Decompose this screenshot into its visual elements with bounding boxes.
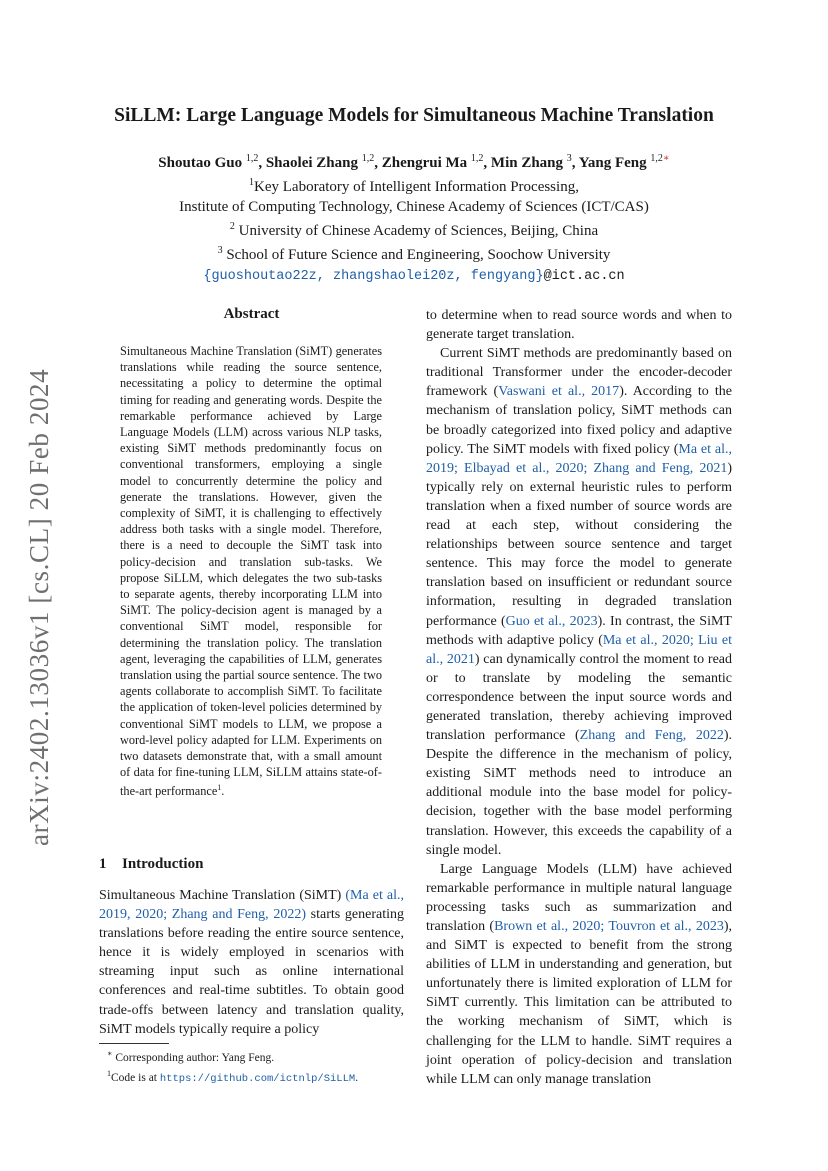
author-affiliation: 3 [566,153,572,164]
citation-link[interactable]: Ma et al., 2019; Elbayad et al., 2020; Zhang and Feng, 2021 [426,441,732,476]
author-list: Shoutao Guo $^{1,2}$, Shaolei Zhang $^{1,2}$, Zhengrui Ma $^{1,2}$, Min Zhang $^3$, Yang Feng $^{1,2∗}$ [158,153,670,171]
author-affiliation: 1,2 [470,153,484,164]
author-email[interactable]: {guoshoutao22z, zhangshaolei20z, fengyang}@ict.ac.cn [203,269,625,284]
arxiv-identifier: arXiv:2402.13036v1 [cs.CL] 20 Feb 2024 [24,368,54,846]
code-url-link[interactable]: https://github.com/ictnlp/SiLLM [159,1072,356,1085]
citation-link[interactable]: Ma et al., 2020; Liu et al., 2021 [426,632,732,667]
author-name: Min Zhang [490,155,564,171]
affiliation-line: $^2$ University of Chinese Academy of Sciences, Beijing, China [229,221,599,239]
corresponding-author-mark: ∗ [662,153,670,164]
author-affiliation: 1,2 [245,153,259,164]
right-column [426,306,732,1089]
citation-link[interactable]: Zhang and Feng, 2022 [579,728,724,744]
citation-link[interactable]: (Ma et al., 2019, 2020; Zhang and Feng, 2022) [99,888,405,923]
author-name: Zhengrui Ma [381,155,468,171]
citation-link[interactable]: Vaswani et al., 2017 [498,384,620,400]
abstract-heading: Abstract [223,306,280,322]
author-affiliation: 1,2 [650,153,663,164]
author-block [0,149,828,287]
section-heading: 1 Introduction [99,856,204,872]
footnote-ref[interactable]: 1 [217,783,222,793]
footnote-code: $^1$Code is at https://github.com/ictnlp/SiLLM. [107,1068,359,1085]
paragraph: Current SiMT methods are predominantly based on traditional Transformer under the encoder-decoder framework (Vaswani et al., 2017). According to the mechanism of translation policy, SiMT methods can be broadly categorized into fixed policy and adaptive policy. The SiMT models with fixed policy (Ma et al., 2019; Elbayad et al., 2020; Zhang and Feng, 2021) typically rely on external heuristic rules to perform translation when a fixed number of source words are read at each step, without considering the relationships between source sentence and target sentence. This may force the model to generate translation based on insufficient or redundant source information, resulting in degraded translation performance (Guo et al., 2023). In contrast, the SiMT methods with adaptive policy (Ma et al., 2020; Liu et al., 2021) can dynamically control the moment to read or to translate by modeling the semantic correspondence between the input source words and generated translation, thereby achieving improved translation performance (Zhang and Feng, 2022). Despite the difference in the mechanism of policy, existing SiMT methods need to introduce an additional module into the base model for policy-decision, together with the base model performing translation. However, this exceeds the capability of a single model. [426,346,732,858]
affiliation-line: $^1$Key Laboratory of Intelligent Information Processing, [249,177,579,195]
paragraph: to determine when to read source words and when to generate target translation. [426,308,732,343]
author-name: Shaolei Zhang [265,155,358,171]
footnotes [107,1046,407,1087]
author-name: Shoutao Guo [158,155,243,171]
paper-title: SiLLM: Large Language Models for Simultaneous Machine Translation [114,105,714,126]
citation-link[interactable]: Guo et al., 2023 [505,613,598,629]
affiliation-line: Institute of Computing Technology, Chinese Academy of Sciences (ICT/CAS) [179,199,649,215]
footnote-rule [99,1043,169,1044]
footnote-corresponding: ∗ Corresponding author: Yang Feng. [107,1049,275,1064]
author-affiliation: 1,2 [361,153,375,164]
citation-link[interactable]: Brown et al., 2020; Touvron et al., 2023 [494,919,724,934]
intro-paragraph: Simultaneous Machine Translation (SiMT) (Ma et al., 2019, 2020; Zhang and Feng, 2022) starts generating translations before reading the entire source sentence, hence it is widely employed in scenarios with streaming input such as online international conferences and real-time subtitles. To obtain good trade-offs between latency and translation quality, SiMT models typically require a policy [99,888,405,1037]
paragraph: Large Language Models (LLM) have achieved remarkable performance in multiple natural language processing tasks such as summarization and translation (Brown et al., 2020; Touvron et al., 2023), and SiMT is expected to benefit from the strong abilities of LLM in understanding and generation, but unfortunately there is limited exploration of LLM for SiMT currently. This limitation can be attributed to the working mechanism of SiMT, which is challenging for the LLM to handle. SiMT requires a joint operation of policy-decision and translation while LLM can only manage translation [426,861,732,1087]
abstract-body: Simultaneous Machine Translation (SiMT) generates translations while reading the source sentence, necessitating a policy to determine the optimal timing for reading and generating words. Despite the remarkable performance achieved by Large Language Models (LLM) across various NLP tasks, existing SiMT methods predominantly focus on conventional transformers, employing a single model to concurrently determine the policy and generate the translations. However, given the complexity of SiMT, it is challenging to effectively address both tasks with a single model. Therefore, there is a need to decouple the SiMT task into policy-decision and translation sub-tasks. We propose SiLLM, which delegates the two sub-tasks to separate agents, thereby incorporating LLM into SiMT. The policy-decision agent is managed by a conventional SiMT model, responsible for determining the translation policy. The translation agent, leveraging the capabilities of LLM, generates translation using the partial source sentence. The two agents collaborate to accomplish SiMT. To facilitate the application of token-level policies determined by conventional SiMT models to LLM, we propose a word-level policy adapted for LLM. Experiments on two datasets demonstrate that, with a small amount of data for fine-tuning LLM, SiLLM attains state-of-the-art performance$^1$. [120,344,382,799]
affiliation-line: $^3$ School of Future Science and Engineering, Soochow University [217,245,611,263]
author-name: Yang Feng [578,155,647,171]
